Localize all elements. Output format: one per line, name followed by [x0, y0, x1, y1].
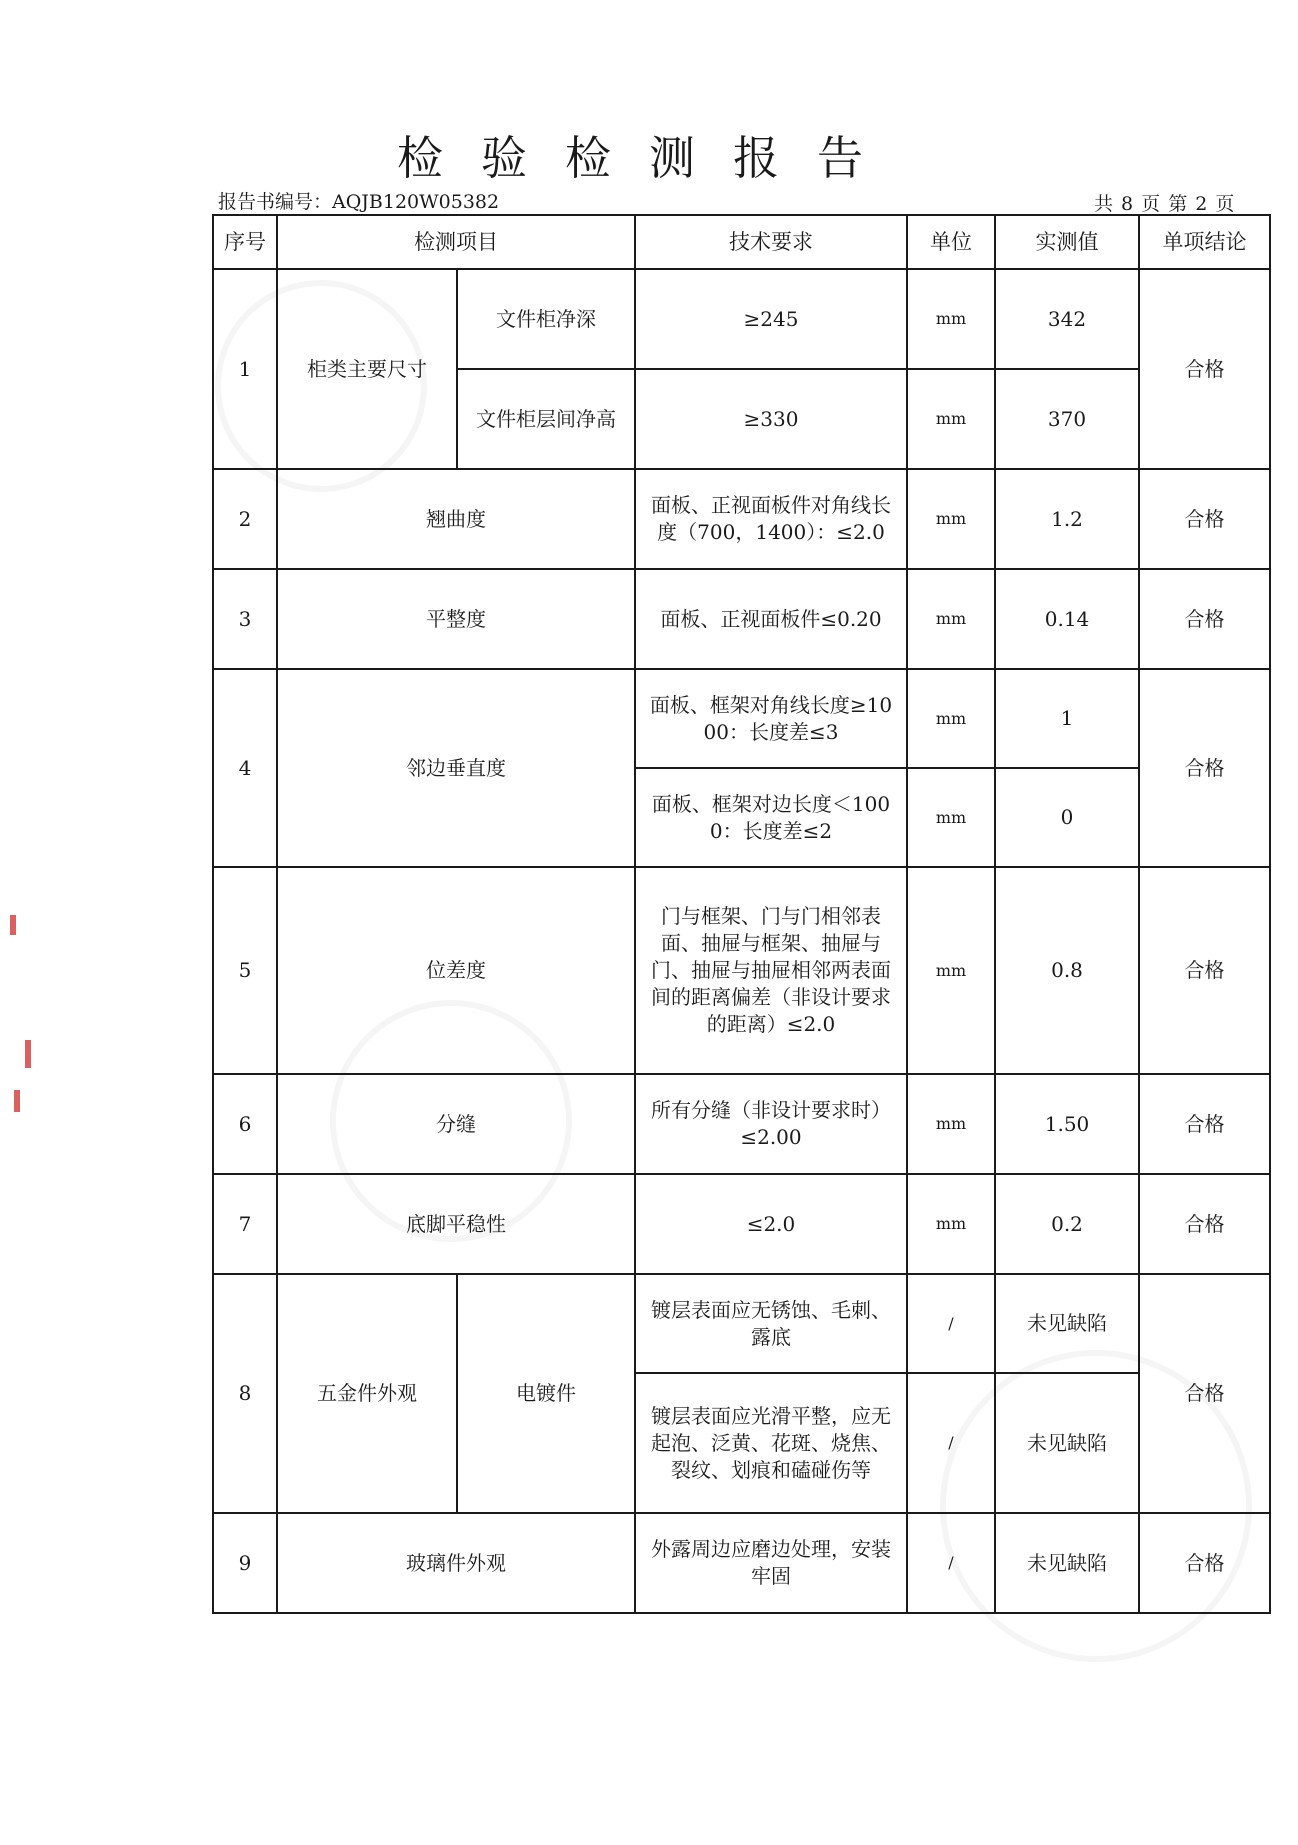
requirement: ≥245 [635, 269, 907, 369]
table-row [213, 269, 1270, 369]
conclusion: 合格 [1139, 669, 1270, 867]
measured-value: 未见缺陷 [995, 1274, 1139, 1373]
page-info: 共 8 页 第 2 页 [1094, 193, 1236, 215]
test-item: 柜类主要尺寸 [277, 269, 457, 469]
requirement: 面板、框架对边长度＜1000：长度差≤2 [635, 768, 907, 867]
unit: mm [907, 569, 995, 669]
row-number: 7 [213, 1174, 277, 1274]
conclusion: 合格 [1139, 1513, 1270, 1613]
unit: / [907, 1373, 995, 1513]
measured-value: 未见缺陷 [995, 1373, 1139, 1513]
measured-value: 1 [995, 669, 1139, 768]
row-number: 9 [213, 1513, 277, 1613]
requirement: ≤2.0 [635, 1174, 907, 1274]
test-item: 平整度 [277, 569, 635, 669]
table-row [213, 469, 1270, 569]
table-row [213, 1174, 1270, 1274]
conclusion: 合格 [1139, 1174, 1270, 1274]
table-header-row [213, 215, 1270, 269]
row-number: 6 [213, 1074, 277, 1174]
header-cell: 单位 [907, 215, 995, 269]
measured-value: 0.14 [995, 569, 1139, 669]
row-number: 5 [213, 867, 277, 1074]
table-row [213, 1074, 1270, 1174]
conclusion: 合格 [1139, 1274, 1270, 1513]
table-row [213, 1274, 1270, 1373]
conclusion: 合格 [1139, 867, 1270, 1074]
document-title: 检验检测报告 [397, 131, 901, 185]
row-number: 4 [213, 669, 277, 867]
unit: mm [907, 469, 995, 569]
test-subitem: 文件柜净深 [457, 269, 635, 369]
test-item: 位差度 [277, 867, 635, 1074]
table-row [213, 1513, 1270, 1613]
edge-mark [25, 1040, 31, 1068]
test-subitem: 电镀件 [457, 1274, 635, 1513]
measured-value: 0.8 [995, 867, 1139, 1074]
header-cell: 检测项目 [277, 215, 635, 269]
row-number: 1 [213, 269, 277, 469]
conclusion: 合格 [1139, 569, 1270, 669]
row-number: 3 [213, 569, 277, 669]
unit: / [907, 1274, 995, 1373]
unit: mm [907, 269, 995, 369]
report-number: 报告书编号：AQJB120W05382 [218, 191, 500, 213]
row-number: 2 [213, 469, 277, 569]
measured-value: 1.2 [995, 469, 1139, 569]
edge-mark [14, 1090, 20, 1112]
requirement: 面板、正视面板件≤0.20 [635, 569, 907, 669]
unit: / [907, 1513, 995, 1613]
report-table [212, 214, 1271, 1614]
unit: mm [907, 1074, 995, 1174]
header-cell: 技术要求 [635, 215, 907, 269]
test-subitem: 文件柜层间净高 [457, 369, 635, 469]
test-item: 玻璃件外观 [277, 1513, 635, 1613]
unit: mm [907, 669, 995, 768]
row-number: 8 [213, 1274, 277, 1513]
table-row [213, 669, 1270, 768]
unit: mm [907, 768, 995, 867]
unit: mm [907, 369, 995, 469]
measured-value: 未见缺陷 [995, 1513, 1139, 1613]
unit: mm [907, 867, 995, 1074]
header-cell: 实测值 [995, 215, 1139, 269]
header-cell: 单项结论 [1139, 215, 1270, 269]
table-row [213, 569, 1270, 669]
measured-value: 0 [995, 768, 1139, 867]
test-item: 分缝 [277, 1074, 635, 1174]
edge-mark [10, 915, 16, 935]
requirement: ≥330 [635, 369, 907, 469]
test-item: 翘曲度 [277, 469, 635, 569]
measured-value: 1.50 [995, 1074, 1139, 1174]
measured-value: 370 [995, 369, 1139, 469]
conclusion: 合格 [1139, 469, 1270, 569]
table-row [213, 867, 1270, 1074]
measured-value: 342 [995, 269, 1139, 369]
requirement: 门与框架、门与门相邻表面、抽屉与框架、抽屉与门、抽屉与抽屉相邻两表面间的距离偏差（非设计要求的距离）≤2.0 [635, 867, 907, 1074]
requirement: 外露周边应磨边处理，安装牢固 [635, 1513, 907, 1613]
unit: mm [907, 1174, 995, 1274]
requirement: 面板、框架对角线长度≥1000：长度差≤3 [635, 669, 907, 768]
requirement: 面板、正视面板件对角线长度（700，1400）：≤2.0 [635, 469, 907, 569]
conclusion: 合格 [1139, 269, 1270, 469]
requirement: 镀层表面应光滑平整，应无起泡、泛黄、花斑、烧焦、裂纹、划痕和磕碰伤等 [635, 1373, 907, 1513]
test-item: 邻边垂直度 [277, 669, 635, 867]
test-item: 五金件外观 [277, 1274, 457, 1513]
conclusion: 合格 [1139, 1074, 1270, 1174]
requirement: 所有分缝（非设计要求时）≤2.00 [635, 1074, 907, 1174]
requirement: 镀层表面应无锈蚀、毛刺、露底 [635, 1274, 907, 1373]
header-cell: 序号 [213, 215, 277, 269]
test-item: 底脚平稳性 [277, 1174, 635, 1274]
measured-value: 0.2 [995, 1174, 1139, 1274]
